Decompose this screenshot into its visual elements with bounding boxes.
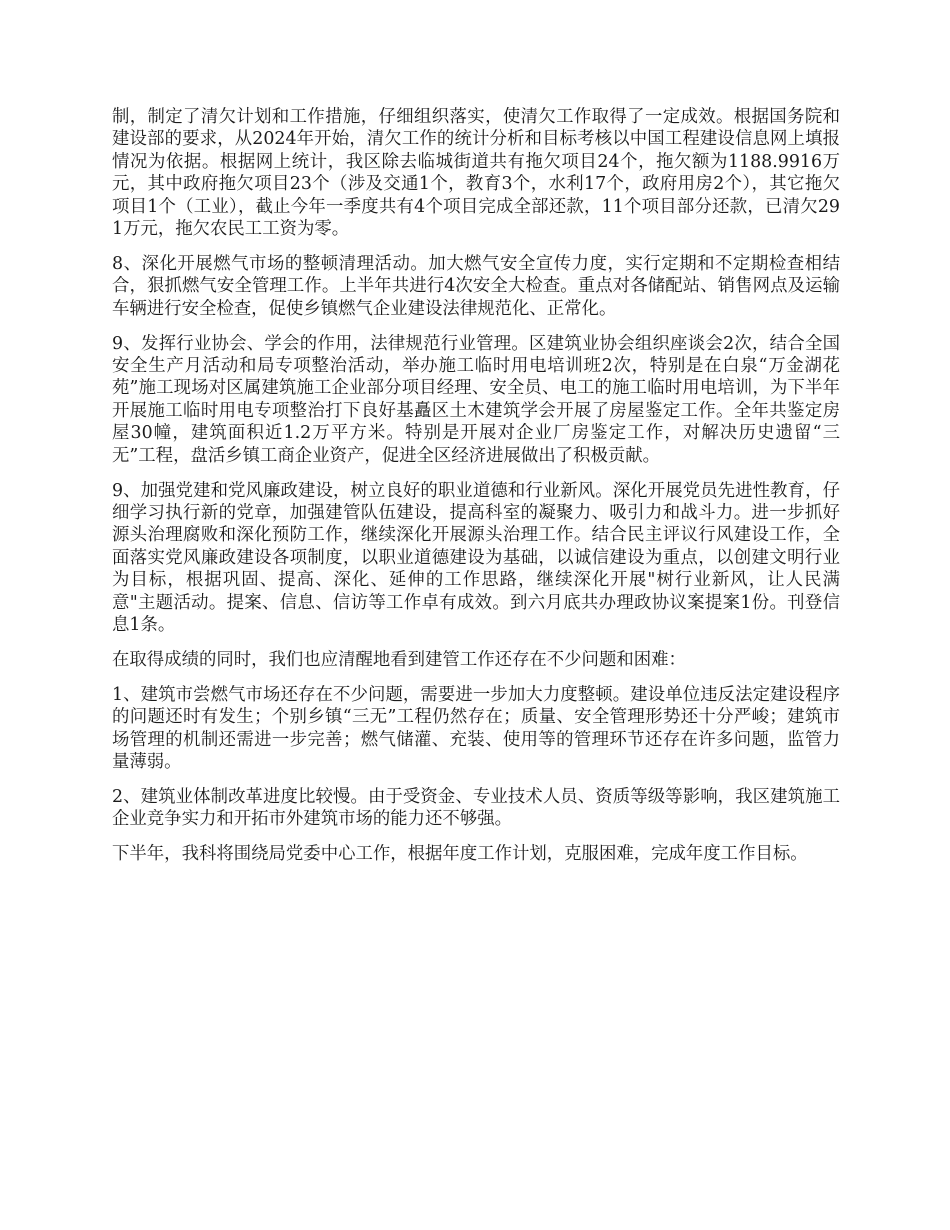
- paragraph-second-half-plan: 下半年，我科将围绕局党委中心工作，根据年度工作计划，克服困难，完成年度工作目标。: [112, 844, 808, 865]
- paragraph-problems-intro: 在取得成绩的同时，我们也应清醒地看到建管工作还存在不少问题和困难：: [112, 649, 686, 670]
- paragraph-problem-2: 2、建筑业体制改革进度比较慢。由于受资金、专业技术人员、资质等级等影响，我区建筑施工企业竞争实力和开拓市外建筑市场的能力还不够强。: [112, 786, 840, 830]
- paragraph-party-building: 9、加强党建和党风廉政建设，树立良好的职业道德和行业新风。深化开展党员先进性教育，仔细学习执行新的党章，加强建管队伍建设，提高科室的凝聚力、吸引力和战斗力。进一步抓好源头治理腐败和深化预防工作，继续深化开展源头治理工作。结合民主评议行风建设工作，全面落实党风廉政建设各项制度，以职业道德建设为基础，以诚信建设为重点，以创建文明行业为目标，根据巩固、提高、深化、延伸的工作思路，继续深化开展"树行业新风，让人民满意"主题活动。提案、信息、信访等工作卓有成效。到六月底共办理政协议案提案1份。刊登信息1条。: [112, 480, 840, 636]
- document-body: [112, 106, 840, 878]
- paragraph-problem-1: 1、建筑市尝燃气市场还存在不少问题，需要进一步加大力度整顿。建设单位违反法定建设程序的问题还时有发生；个别乡镇“三无”工程仍然存在；质量、安全管理形势还十分严峻；建筑市场管理的机制还需进一步完善；燃气储灌、充装、使用等的管理环节还存在许多问题，监管力量薄弱。: [112, 684, 840, 773]
- paragraph-industry-association: 9、发挥行业协会、学会的作用，法律规范行业管理。区建筑业协会组织座谈会2次，结合全国安全生产月活动和局专项整治活动，举办施工临时用电培训班2次，特别是在白泉“万金湖花苑”施工现场对区属建筑施工企业部分项目经理、安全员、电工的施工临时用电培训，为下半年开展施工临时用电专项整治打下良好基矗区土木建筑学会开展了房屋鉴定工作。全年共鉴定房屋30幢，建筑面积近1.2万平方米。特别是开展对企业厂房鉴定工作，对解决历史遗留“三无”工程，盘活乡镇工商企业资产，促进全区经济进展做出了积极贡献。: [112, 333, 840, 466]
- paragraph-gas-market: 8、深化开展燃气市场的整顿清理活动。加大燃气安全宣传力度，实行定期和不定期检查相结合，狠抓燃气安全管理工作。上半年共进行4次安全大检查。重点对各储配站、销售网点及运输车辆进行安全检查，促使乡镇燃气企业建设法律规范化、正常化。: [112, 253, 840, 319]
- paragraph-debt-clearance: 制，制定了清欠计划和工作措施，仔细组织落实，使清欠工作取得了一定成效。根据国务院和建设部的要求，从2024年开始，清欠工作的统计分析和目标考核以中国工程建设信息网上填报情况为依据。根据网上统计，我区除去临城街道共有拖欠项目24个，拖欠额为1188.9916万元，其中政府拖欠项目23个（涉及交通1个，教育3个，水利17个，政府用房2个），其它拖欠项目1个（工业），截止今年一季度共有4个项目完成全部还款，11个项目部分还款，已清欠291万元，拖欠农民工工资为零。: [112, 107, 840, 240]
